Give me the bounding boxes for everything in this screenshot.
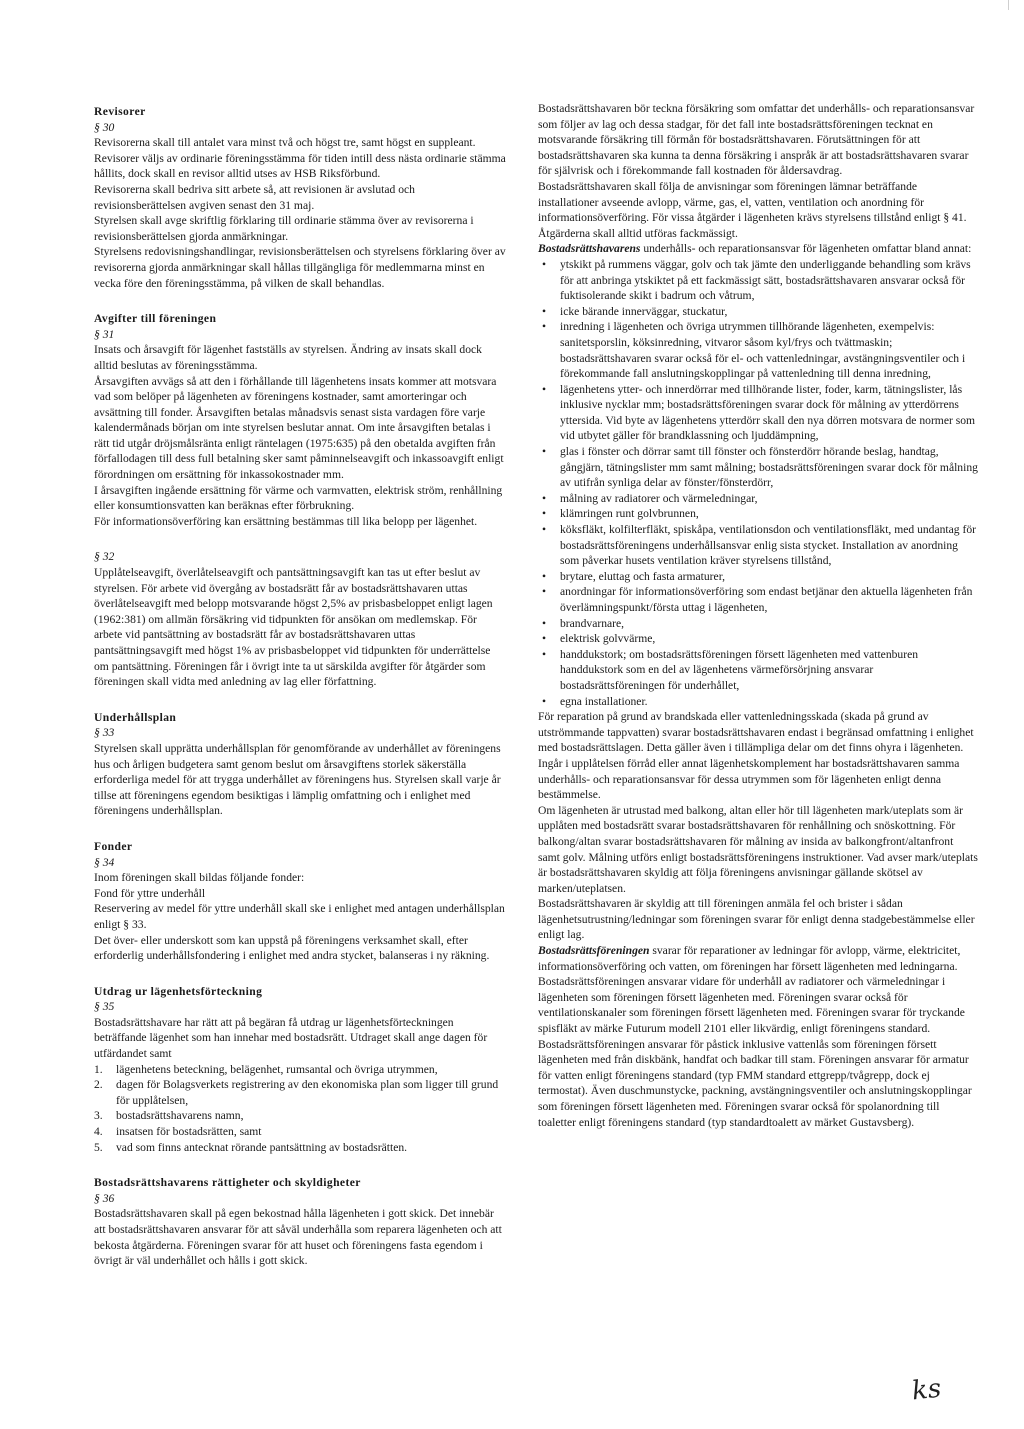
list-item: • brandvarnare, (542, 616, 625, 630)
paragraph: Bostadsrättshavaren skall på egen bekostnad hålla lägenheten i gott skick. Det innebär att bostadsrättshavaren ansvarar för att såväl underhålla som reparera lägenheten och att bekosta åtgärderna. Föreningen svarar för att huset och föreningens fasta egendom i övrigt är väl underhållet och hålls i gott skick. (94, 1207, 502, 1268)
bullet-icon: • (542, 647, 547, 661)
heading-underhallsplan: Underhållsplan (94, 710, 177, 724)
section-31: § 31 (94, 327, 115, 341)
list-item: • ytskikt på rummens väggar, golv och tak jämte den underliggande behandling som krävs för att anbringa ytskiktet på ett fackmässigt sätt, bostadsrättshavaren ansvarar också för fuktisolerande skikt i badrum och våtrum, (542, 257, 971, 303)
paragraph: Revisorerna skall bedriva sitt arbete så, att revisionen är avslutad och revisionsberättelsen avgiven senast den 31 maj. (94, 182, 415, 212)
list-item: • handdukstork; om bostadsrättsföreningen försett lägenheten med vattenburen handdukstork som en del av lägenhetens värmeförsörjning ansvarar bostadsrättsföreningen för underhållet, (542, 647, 919, 692)
paragraph: För informationsöverföring kan ersättning bestämmas till lika belopp per lägenhet. (94, 514, 478, 528)
list-item: 5. vad som finns antecknat rörande pantsättning av bostadsrätten. (94, 1140, 408, 1154)
paragraph: Styrelsen skall avge skriftlig förklaring till ordinarie stämma över av revisorerna i revisionsberättelsen gjorda anmärkningar. (94, 214, 474, 243)
list-item: • brytare, eluttag och fasta armaturer, (542, 569, 725, 583)
left-column (94, 104, 506, 1269)
paragraph: Upplåtelseavgift, överlåtelseavgift och pantsättningsavgift kan tas ut efter beslut av styrelsen. För arbete vid övergång av bostadsrätt får av bostadsrättshavaren uttas överlåtelseavgift med belopp motsvarande högst 2,5% av prisbasbeloppet enligt lagen (1962:381) om allmän försäkring vid tidpunkten för ansökan om medlemskap. För arbete vid pantsättning av bostadsrätt får av bostadsrättshavaren uttas pantsättningsavgift med högst 1% av prisbasbeloppet vid tidpunkten för underrättelse om pantsättning. Föreningen får i övrigt inte ta ut särskilda avgifter för åtgärder som föreningen skall vidta med anledning av lag eller författning. (94, 566, 493, 689)
right-column (538, 101, 978, 1130)
heading-utdrag: Utdrag ur lägenhetsförteckning (94, 984, 263, 998)
section-32: § 32 (94, 550, 115, 564)
paragraph: Ingår i upplåtelsen förråd eller annat lägenhetskomplement har bostadsrättshavaren samma underhålls- och reparationsansvar för dessa utrymmen som för lägenheten enligt denna bestämmelse. (538, 756, 960, 802)
list-item: • målning av radiatorer och värmeledningar, (542, 491, 758, 505)
list-item: • köksfläkt, kolfilterfläkt, spiskåpa, ventilationsdon och ventilationsfläkt, med undantag för bostadsrättsföreningens underhållsansvar enlig sista stycket. Installation av anordning som påverkar husets ventilation kräver styrelsens tillstånd, (542, 523, 976, 568)
section-36: § 36 (94, 1191, 115, 1205)
paragraph: Styrelsens redovisningshandlingar, revisionsberättelsen och styrelsens förklaring över av revisorerna gjorda anmärkningar skall hållas tillgängliga för medlemmarna minst en vecka före den föreningsstämma, på vilken de skall behandlas. (94, 245, 506, 290)
paragraph: Årsavgiften avvägs så att den i förhållande till lägenhetens insats kommer att motsvara vad som belöper på lägenheten av föreningens kostnader, samt amorteringar och avsättning till fonder. Årsavgiften betalas månadsvis senast sista vardagen före varje kalendermånads början om inte styrelsen beslutar annat. Om inte årsavgiften betalas i rätt tid utgår dröjsmålsränta enligt räntelagen (1975:635) på den obetalda avgiften från förfallodagen till dess full betalning sker samt påminnelseavgift och inkassoavgift enligt förordningen om ersättning för inkassokostnader mm. (94, 374, 504, 482)
bullet-icon: • (542, 694, 547, 708)
emphasis: Bostadsrättsföreningen (538, 944, 650, 958)
bullet-icon: • (542, 569, 547, 583)
handwritten-initials: ks (910, 1373, 943, 1407)
scan-artifact (1008, 0, 1009, 10)
paragraph: I årsavgiften ingående ersättning för värme och varmvatten, elektrisk ström, renhållning eller konsumtionsvatten kan beräknas efter förbrukning. (94, 483, 503, 513)
bullet-icon: • (542, 491, 547, 505)
paragraph: Det över- eller underskott som kan uppstå på föreningens verksamhet skall, efter erforderlig underhållsfondering i enlighet med andra stycket, balanseras i ny räkning. (94, 933, 490, 963)
heading-revisorer: Revisorer (94, 105, 146, 118)
bullet-icon: • (542, 382, 547, 396)
bullet-icon: • (542, 320, 547, 334)
list-item: • elektrisk golvvärme, (542, 632, 656, 646)
heading-rattigheter: Bostadsrättshavarens rättigheter och skyldigheter (94, 1176, 361, 1190)
numbered-list (94, 1062, 506, 1156)
list-item: • anordningar för informationsöverföring som endast betjänar den aktuella lägenheten från överlämningspunkt/första uttag i lägenheten, (542, 585, 973, 614)
list-item: • inredning i lägenheten och övriga utrymmen tillhörande lägenheten, exempelvis: sanitetsporslin, köksinredning, vitvaror såsom kyl/frys och tvättmaskin; bostadsrättshavaren svarar också för el- och vattenledningar, avstängningsventiler och i förekommande fall anslutningskopplingar på vattenledning till denna inredning, (542, 320, 966, 381)
bullet-icon: • (542, 585, 547, 599)
paragraph: Bostadsrättshavaren är skyldig att till föreningen anmäla fel och brister i sådan lägenhetsutrustning/ledningar som föreningen svarar för enligt denna stadgebestämmelse eller enligt lag. (538, 897, 975, 942)
bullet-icon: • (542, 304, 547, 318)
list-item: 3. bostadsrättshavarens namn, (94, 1109, 244, 1123)
paragraph: Inom föreningen skall bildas följande fonder: (94, 871, 305, 885)
paragraph: Bostadsrättshavaren skall följa de anvisningar som föreningen lämnar beträffande installationer avseende avlopp, värme, gas, el, vatten, ventilation och anordning för informationsöverföring. För vissa åtgärder i lägenheten krävs styrelsens tillstånd enligt § 41. Åtgärderna skall alltid utföras fackmässigt. (538, 179, 967, 240)
paragraph: Revisorerna skall till antalet vara minst två och högst tre, samt högst en suppleant. Revisorer väljs av ordinarie föreningsstämma för tiden intill dess nästa ordinarie stämma hållits, dock skall en revisor alltid utses av HSB Riksförbund. (94, 136, 506, 181)
paragraph: Styrelsen skall upprätta underhållsplan för genomförande av underhållet av föreningens hus och årligen budgetera samt genom beslut om årsavgiftens storlek säkerställa erforderliga medel för att trygga underhållet av föreningens hus. Styrelsen skall varje år tillse att föreningens egendom besiktigas i lämplig omfattning och i enlighet med föreningens underhållsplan. (94, 741, 501, 818)
paragraph: Fond för yttre underhåll (94, 886, 206, 900)
bullet-icon: • (542, 523, 547, 537)
list-item: • lägenhetens ytter- och innerdörrar med tillhörande lister, foder, karm, tätningslister, lås inklusive nycklar mm; bostadsrättsföreningen svarar dock för målning av ytterdörrens yttersida. Vid byte av lägenhetens ytterdörr skall den nya dörren motsvara de normer som vid utbytet gäller för brandklassning och ljuddämpning, (542, 382, 976, 443)
bullet-icon: • (542, 632, 547, 646)
heading-avgifter: Avgifter till föreningen (94, 312, 217, 326)
bullet-icon: • (542, 507, 547, 521)
list-item: • glas i fönster och dörrar samt till fönster och fönsterdörr hörande beslag, handtag, gångjärn, tätningslister mm samt målning; bostadsrättsföreningen svarar dock för målning av utifrån synliga delar av fönster/fönsterdörr, (542, 445, 978, 490)
paragraph: Bostadsrättshavare har rätt att på begäran få utdrag ur lägenhetsförteckningen beträffande lägenhet som han innehar med bostadsrätt. Utdraget skall ange dagen för utfärdandet samt (94, 1015, 488, 1061)
list-item: • klämringen runt golvbrunnen, (542, 507, 699, 521)
paragraph: Bostadsrättshavarens underhålls- och reparationsansvar för lägenheten omfattar bland annat: (538, 242, 972, 256)
paragraph: För reparation på grund av brandskada eller vattenledningsskada (skada på grund av utströmmande tappvatten) svarar bostadsrättshavaren endast i begränsad omfattning i enlighet med bostadsrättslagen. Detta gäller även i tillämpliga delar om det finns ohyra i lägenheten. (538, 710, 974, 755)
emphasis: Bostadsrättshavarens (538, 242, 641, 256)
list-item: 1. lägenhetens beteckning, belägenhet, rumsantal och övriga utrymmen, (94, 1062, 438, 1076)
section-35: § 35 (94, 1000, 115, 1014)
section-30: § 30 (94, 120, 115, 134)
heading-fonder: Fonder (94, 839, 133, 853)
section-33: § 33 (94, 726, 115, 740)
list-item: 2. dagen för Bolagsverkets registrering av den ekonomiska plan som ligger till grund för upplåtelsen, (94, 1078, 499, 1107)
paragraph: Om lägenheten är utrustad med balkong, altan eller hör till lägenheten mark/uteplats som är upplåten med bostadsrätt svarar bostadsrättshavaren för renhållning och snöskottning. För balkong/altan svarar bostadsrättshavaren för målning av insida av balkongfront/altanfront samt golv. Målning utförs enligt bostadsrättsföreningens instruktioner. Vad avser mark/uteplats är bostadsrättshavaren skyldig att följa föreningens anvisningar gällande skötsel av marken/uteplatsen. (538, 803, 978, 895)
paragraph: Bostadsrättsföreningen ansvarar för påstick inklusive vattenlås som föreningen försett lägenheten med från diskbänk, handfat och badkar till stam. Föreningen ansvarar för armatur för vatten enligt föreningens standard (typ FMM standard ettgrepp/tvågrepp, dock ej termostat). Även duschmunstycke, packning, avstängningsventiler och anslutningskopplingar som föreningen försett lägenheten med. Föreningen svarar också för spolanordning till toaletter enligt föreningens standard (typ standardtoalett av märket Gustavsberg). (538, 1037, 972, 1129)
paragraph: Bostadsrättsföreningen svarar för reparationer av ledningar för avlopp, värme, elektricitet, informationsöverföring och vatten, om föreningen har försett lägenheten med ledningarna. (538, 944, 961, 973)
paragraph: Bostadsrättsföreningen ansvarar vidare för underhåll av radiatorer och värmeledningar i lägenheten som föreningen försett lägenheten med. Föreningen svarar också för ventilationskanaler som föreningen försett lägenheten med. Föreningen svarar för tryckande spisfläkt av märke Futurum modell 2101 eller likvärdig, enligt föreningens standard. (538, 975, 965, 1036)
list-item: • icke bärande innerväggar, stuckatur, (542, 304, 728, 318)
list-item: • egna installationer. (542, 694, 648, 708)
bullet-icon: • (542, 257, 547, 271)
bullet-icon: • (542, 616, 547, 630)
list-item: 4. insatsen för bostadsrätten, samt (94, 1125, 262, 1139)
bullet-list (538, 257, 978, 709)
paragraph: Reservering av medel för yttre underhåll skall ske i enlighet med antagen underhållsplan enligt § 33. (94, 902, 505, 931)
paragraph: Bostadsrättshavaren bör teckna försäkring som omfattar det underhålls- och reparationsansvar som följer av lag och dessa stadgar, för det fall inte bostadsrättsföreningen tecknat en motsvarande försäkring till förmån för bostadsrättshavaren. Förutsättningen för att bostadsrättshavaren ska kunna ta denna försäkring i anspråk är att bostadsrättshavaren svarar för självrisk och i förekommande fall kostnaden för åldersavdrag. (538, 102, 975, 178)
section-34: § 34 (94, 855, 115, 869)
paragraph: Insats och årsavgift för lägenhet fastställs av styrelsen. Ändring av insats skall dock alltid beslutas av föreningsstämma. (94, 343, 482, 372)
bullet-icon: • (542, 445, 547, 459)
